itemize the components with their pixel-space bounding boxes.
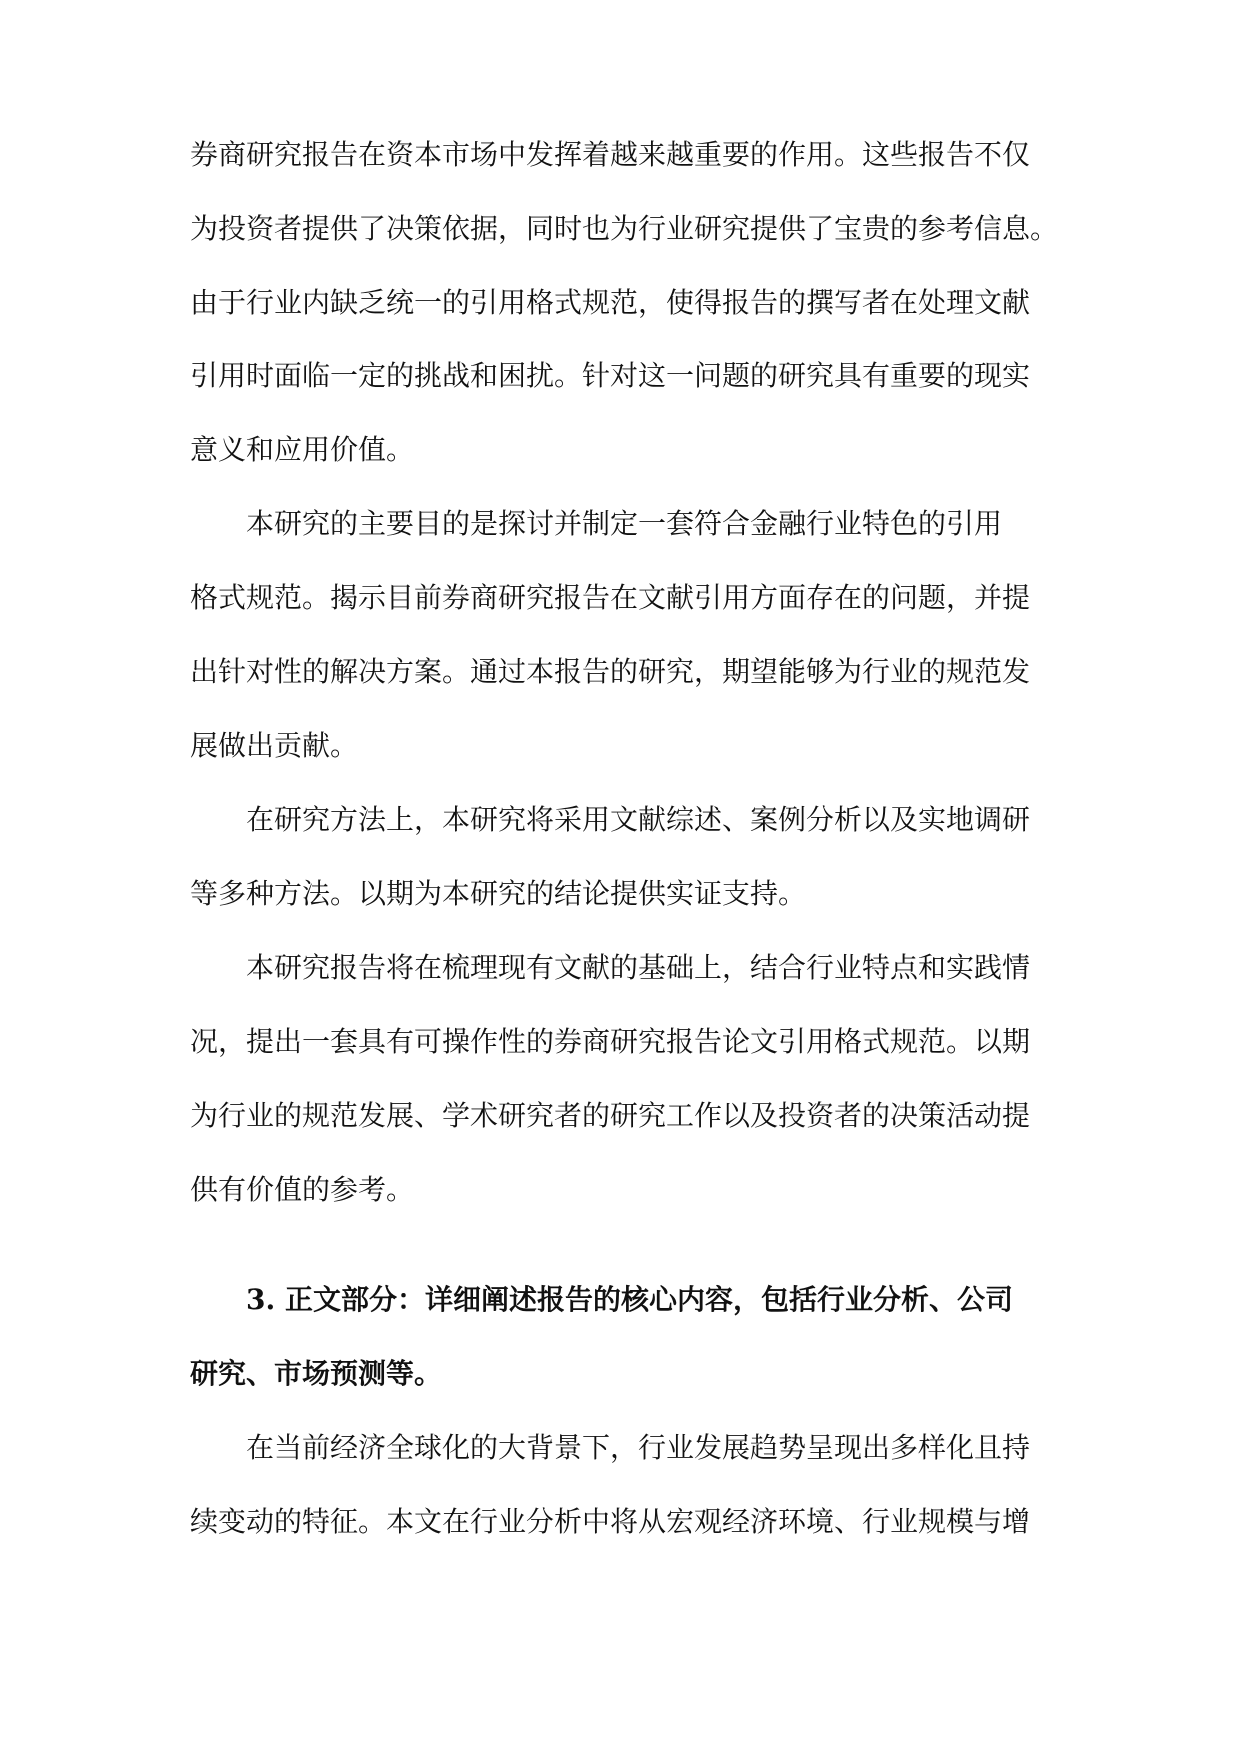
text-line: 意义和应用价值。 [190, 433, 415, 466]
text-line: 为投资者提供了决策依据，同时也为行业研究提供了宝贵的参考信息。 [190, 212, 1059, 245]
text-line: 等多种方法。以期为本研究的结论提供实证支持。 [190, 877, 807, 910]
text-line: 券商研究报告在资本市场中发挥着越来越重要的作用。这些报告不仅 [190, 138, 1031, 171]
text-line: 出针对性的解决方案。通过本报告的研究，期望能够为行业的规范发 [190, 655, 1031, 688]
text-line: 格式规范。揭示目前券商研究报告在文献引用方面存在的问题，并提 [190, 581, 1031, 614]
text-line: 由于行业内缺乏统一的引用格式规范，使得报告的撰写者在处理文献 [190, 286, 1031, 319]
text-line: 续变动的特征。本文在行业分析中将从宏观经济环境、行业规模与增 [190, 1505, 1031, 1538]
paragraph-first-line: 本研究的主要目的是探讨并制定一套符合金融行业特色的引用 [246, 507, 1003, 540]
section-heading-continuation: 研究、市场预测等。 [190, 1357, 443, 1390]
text-line: 况，提出一套具有可操作性的券商研究报告论文引用格式规范。以期 [190, 1025, 1031, 1058]
paragraph-first-line: 在当前经济全球化的大背景下，行业发展趋势呈现出多样化且持 [246, 1431, 1031, 1464]
paragraph-first-line: 在研究方法上，本研究将采用文献综述、案例分析以及实地调研 [246, 803, 1031, 836]
text-line: 引用时面临一定的挑战和困扰。针对这一问题的研究具有重要的现实 [190, 359, 1031, 392]
section-heading: 3. 正文部分：详细阐述报告的核心内容，包括行业分析、公司 [246, 1283, 1013, 1316]
text-line: 展做出贡献。 [190, 729, 359, 762]
paragraph-first-line: 本研究报告将在梳理现有文献的基础上，结合行业特点和实践情 [246, 951, 1031, 984]
text-line: 为行业的规范发展、学术研究者的研究工作以及投资者的决策活动提 [190, 1099, 1031, 1132]
text-line: 供有价值的参考。 [190, 1173, 415, 1206]
